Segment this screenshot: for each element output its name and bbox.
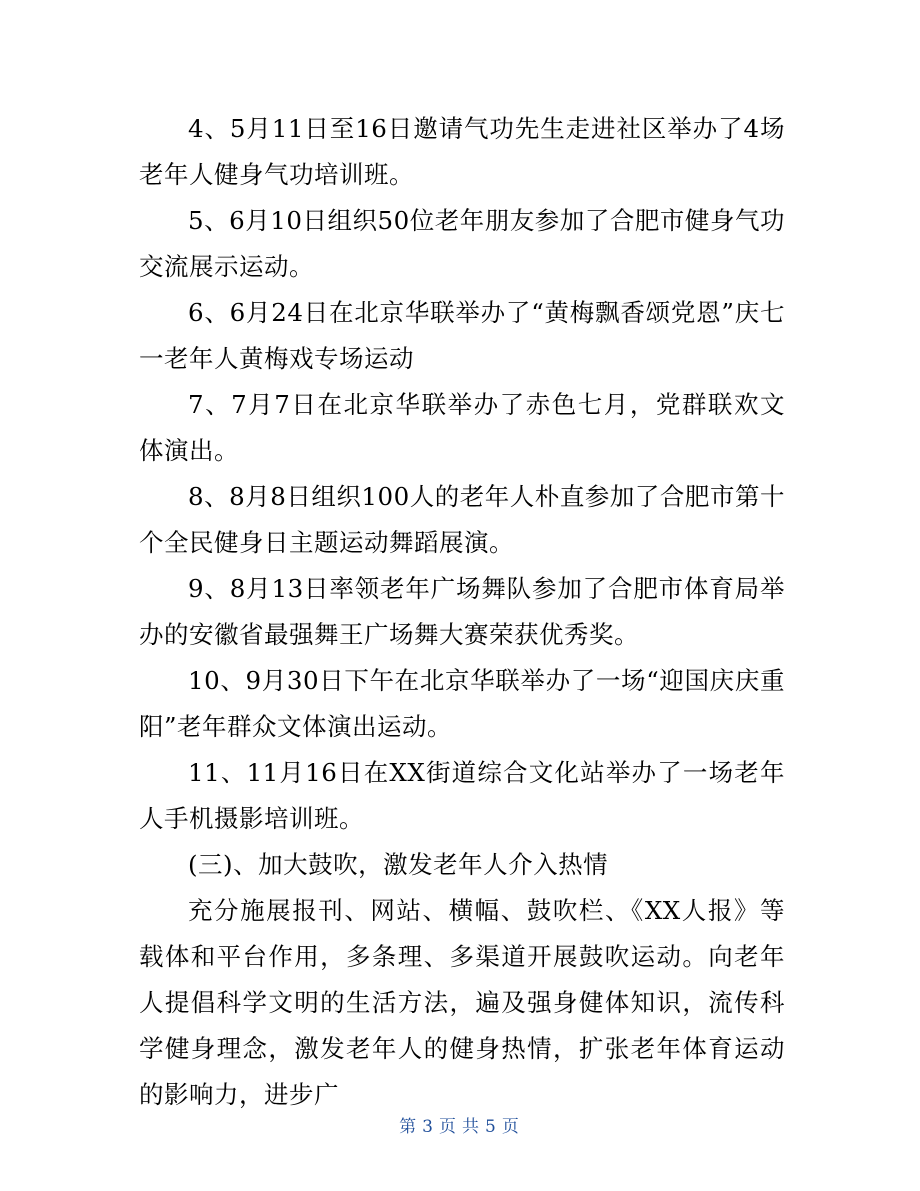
list-item-11: 11、11月16日在XX街道综合文化站举办了一场老年人手机摄影培训班。 [139,758,785,833]
footer-total-label: 共 [462,1117,481,1137]
page-footer [0,1112,920,1137]
list-item-10: 10、9月30日下午在北京华联举办了一场“迎国庆庆重阳”老年群众文体演出运动。 [139,666,785,741]
list-item-4: 4、5月11日至16日邀请气功先生走进社区举办了4场老年人健身气功培训班。 [139,114,785,189]
footer-page-unit: 页 [439,1117,458,1137]
section-heading: (三)、加大鼓吹，激发老年人介入热情 [188,850,609,879]
list-item-6: 6、6月24日在北京华联举办了“黄梅飘香颂党恩”庆七一老年人黄梅戏专场运动 [139,298,785,373]
footer-prefix: 第 [399,1117,419,1137]
document-body [139,106,785,1118]
list-item-7: 7、7月7日在北京华联举办了赤色七月，党群联欢文体演出。 [139,390,785,465]
footer-total-unit: 页 [501,1117,521,1137]
list-item-8: 8、8月8日组织100人的老年人朴直参加了合肥市第十个全民健身日主题运动舞蹈展演。 [139,482,785,557]
list-item-5: 5、6月10日组织50位老年朋友参加了合肥市健身气功交流展示运动。 [139,206,785,281]
list-item-9: 9、8月13日率领老年广场舞队参加了合肥市体育局举办的安徽省最强舞王广场舞大赛荣获优秀奖。 [139,574,785,649]
footer-current-page: 3 [422,1117,435,1137]
body-paragraph: 充分施展报刊、网站、横幅、鼓吹栏、《XX人报》等载体和平台作用，多条理、多渠道开展鼓吹运动。向老年人提倡科学文明的生活方法，遍及强身健体知识，流传科学健身理念，激发老年人的健身热情，扩张老年体育运动的影响力，进步广 [139,896,785,1109]
footer-total-pages: 5 [485,1117,498,1137]
